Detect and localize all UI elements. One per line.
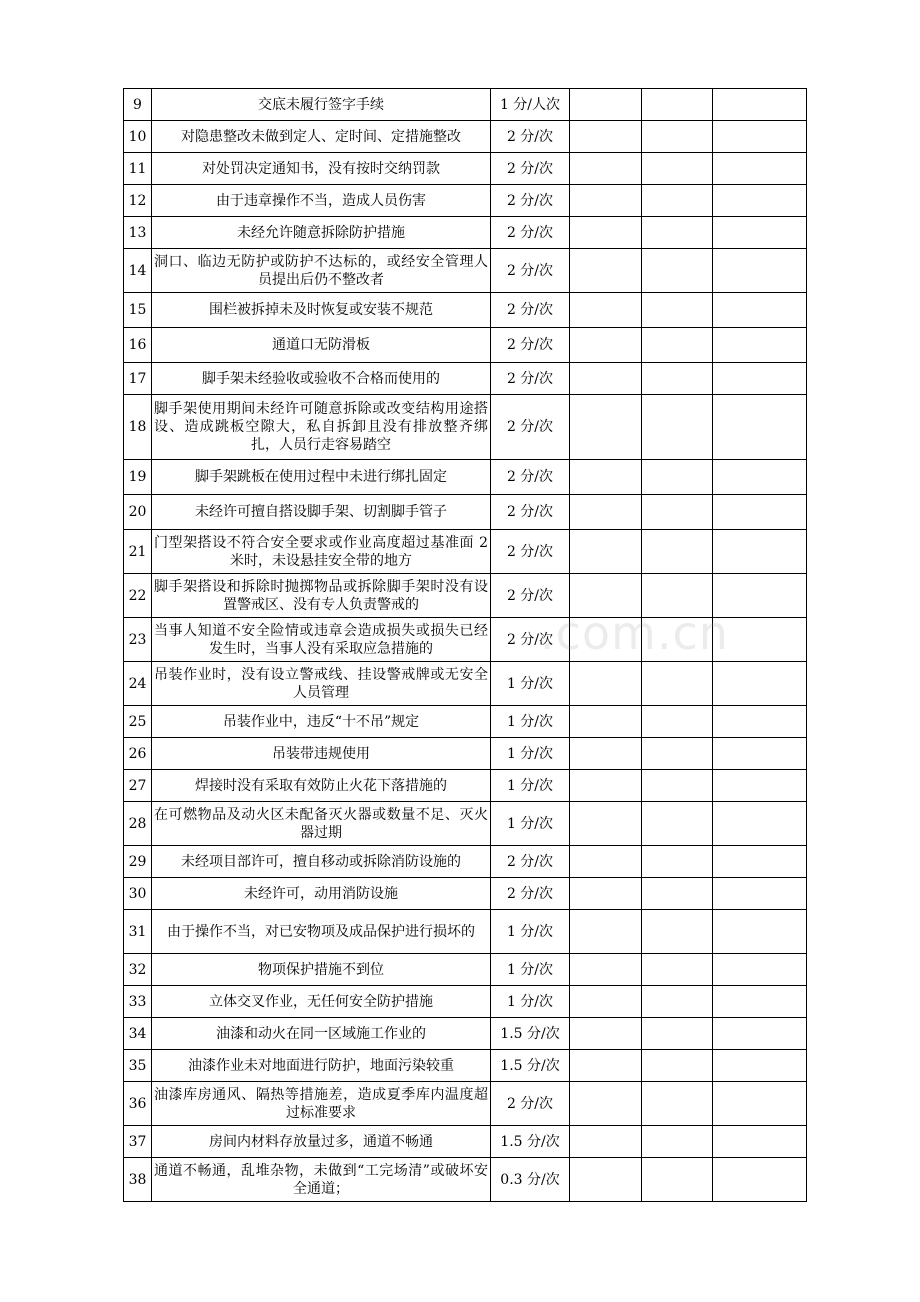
- empty-cell-1: [570, 185, 642, 217]
- row-number: 18: [124, 395, 152, 460]
- row-number: 34: [124, 1018, 152, 1050]
- row-number: 12: [124, 185, 152, 217]
- table-row: [124, 121, 807, 153]
- empty-cell-1: [570, 530, 642, 574]
- violation-description: 吊装作业中，违反“十不吊”规定: [152, 706, 491, 738]
- table-row: [124, 460, 807, 495]
- deduction-score: 2 分/次: [491, 495, 570, 530]
- empty-cell-1: [570, 770, 642, 802]
- empty-cell-3: [713, 1050, 807, 1082]
- empty-cell-2: [642, 121, 713, 153]
- deduction-score: 2 分/次: [491, 328, 570, 363]
- row-number: 37: [124, 1126, 152, 1158]
- deduction-score: 2 分/次: [491, 530, 570, 574]
- empty-cell-2: [642, 954, 713, 986]
- row-number: 21: [124, 530, 152, 574]
- empty-cell-3: [713, 846, 807, 878]
- empty-cell-1: [570, 495, 642, 530]
- empty-cell-2: [642, 846, 713, 878]
- violation-description: 焊接时没有采取有效防止火花下落措施的: [152, 770, 491, 802]
- empty-cell-3: [713, 954, 807, 986]
- violation-description: 门型架搭设不符合安全要求或作业高度超过基准面 2 米时，未设悬挂安全带的地方: [152, 530, 491, 574]
- deduction-score: 2 分/次: [491, 363, 570, 395]
- empty-cell-2: [642, 185, 713, 217]
- violation-description: 对隐患整改未做到定人、定时间、定措施整改: [152, 121, 491, 153]
- empty-cell-3: [713, 363, 807, 395]
- empty-cell-1: [570, 1126, 642, 1158]
- deduction-score: 2 分/次: [491, 185, 570, 217]
- empty-cell-1: [570, 1158, 642, 1202]
- deduction-score: 1 分/次: [491, 986, 570, 1018]
- row-number: 10: [124, 121, 152, 153]
- row-number: 11: [124, 153, 152, 185]
- violation-description: 未经许可擅自搭设脚手架、切割脚手管子: [152, 495, 491, 530]
- table-row: [124, 217, 807, 249]
- row-number: 20: [124, 495, 152, 530]
- deduction-score: 1.5 分/次: [491, 1126, 570, 1158]
- empty-cell-1: [570, 1050, 642, 1082]
- empty-cell-2: [642, 574, 713, 618]
- table-row: [124, 495, 807, 530]
- empty-cell-3: [713, 185, 807, 217]
- empty-cell-2: [642, 662, 713, 706]
- table-row: [124, 954, 807, 986]
- empty-cell-1: [570, 89, 642, 121]
- violation-description: 当事人知道不安全险情或违章会造成损失或损失已经发生时，当事人没有采取应急措施的: [152, 618, 491, 662]
- empty-cell-3: [713, 395, 807, 460]
- empty-cell-3: [713, 662, 807, 706]
- empty-cell-1: [570, 395, 642, 460]
- deduction-score: 2 分/次: [491, 293, 570, 328]
- violation-description: 脚手架搭设和拆除时抛掷物品或拆除脚手架时没有设置警戒区、没有专人负责警戒的: [152, 574, 491, 618]
- empty-cell-1: [570, 878, 642, 910]
- empty-cell-1: [570, 618, 642, 662]
- violation-description: 交底未履行签字手续: [152, 89, 491, 121]
- row-number: 16: [124, 328, 152, 363]
- empty-cell-3: [713, 495, 807, 530]
- empty-cell-2: [642, 910, 713, 954]
- table-row: [124, 706, 807, 738]
- empty-cell-3: [713, 878, 807, 910]
- empty-cell-2: [642, 770, 713, 802]
- empty-cell-2: [642, 495, 713, 530]
- empty-cell-2: [642, 1050, 713, 1082]
- empty-cell-2: [642, 986, 713, 1018]
- table-row: [124, 910, 807, 954]
- deduction-score: 1.5 分/次: [491, 1018, 570, 1050]
- deduction-score: 1 分/次: [491, 738, 570, 770]
- empty-cell-3: [713, 738, 807, 770]
- deduction-score: 0.3 分/次: [491, 1158, 570, 1202]
- violation-description: 物项保护措施不到位: [152, 954, 491, 986]
- deduction-score: 1 分/次: [491, 802, 570, 846]
- empty-cell-1: [570, 1082, 642, 1126]
- empty-cell-2: [642, 328, 713, 363]
- violation-description: 油漆和动火在同一区域施工作业的: [152, 1018, 491, 1050]
- row-number: 28: [124, 802, 152, 846]
- empty-cell-2: [642, 153, 713, 185]
- empty-cell-2: [642, 738, 713, 770]
- empty-cell-3: [713, 1082, 807, 1126]
- row-number: 36: [124, 1082, 152, 1126]
- table-row: [124, 395, 807, 460]
- violation-description: 脚手架使用期间未经许可随意拆除或改变结构用途搭设、造成跳板空隙大，私自拆卸且没有排放整齐绑扎，人员行走容易踏空: [152, 395, 491, 460]
- empty-cell-3: [713, 530, 807, 574]
- empty-cell-3: [713, 618, 807, 662]
- violation-description: 未经许可，动用消防设施: [152, 878, 491, 910]
- violation-description: 通道口无防滑板: [152, 328, 491, 363]
- empty-cell-1: [570, 662, 642, 706]
- empty-cell-1: [570, 574, 642, 618]
- violation-description: 洞口、临边无防护或防护不达标的，或经安全管理人员提出后仍不整改者: [152, 249, 491, 293]
- empty-cell-2: [642, 802, 713, 846]
- empty-cell-2: [642, 1158, 713, 1202]
- violation-description: 脚手架未经验收或验收不合格而使用的: [152, 363, 491, 395]
- violation-description: 对处罚决定通知书，没有按时交纳罚款: [152, 153, 491, 185]
- row-number: 25: [124, 706, 152, 738]
- violation-description: 吊装带违规使用: [152, 738, 491, 770]
- empty-cell-3: [713, 293, 807, 328]
- empty-cell-1: [570, 910, 642, 954]
- table-row: [124, 363, 807, 395]
- violation-description: 油漆作业未对地面进行防护，地面污染较重: [152, 1050, 491, 1082]
- empty-cell-2: [642, 249, 713, 293]
- violation-description: 房间内材料存放量过多，通道不畅通: [152, 1126, 491, 1158]
- row-number: 29: [124, 846, 152, 878]
- row-number: 27: [124, 770, 152, 802]
- table-row: [124, 878, 807, 910]
- table-row: [124, 738, 807, 770]
- row-number: 32: [124, 954, 152, 986]
- empty-cell-1: [570, 738, 642, 770]
- violation-description: 由于操作不当，对已安物项及成品保护进行损坏的: [152, 910, 491, 954]
- deduction-score: 2 分/次: [491, 618, 570, 662]
- row-number: 23: [124, 618, 152, 662]
- empty-cell-1: [570, 986, 642, 1018]
- deduction-score: 2 分/次: [491, 395, 570, 460]
- row-number: 26: [124, 738, 152, 770]
- row-number: 9: [124, 89, 152, 121]
- empty-cell-3: [713, 121, 807, 153]
- violation-description: 围栏被拆掉未及时恢复或安装不规范: [152, 293, 491, 328]
- table-row: [124, 1018, 807, 1050]
- empty-cell-1: [570, 217, 642, 249]
- violation-description: 吊装作业时，没有设立警戒线、挂设警戒牌或无安全人员管理: [152, 662, 491, 706]
- empty-cell-2: [642, 363, 713, 395]
- table-row: [124, 618, 807, 662]
- deduction-score: 1 分/次: [491, 662, 570, 706]
- empty-cell-3: [713, 706, 807, 738]
- deduction-score: 1 分/次: [491, 910, 570, 954]
- violation-description: 未经项目部许可，擅自移动或拆除消防设施的: [152, 846, 491, 878]
- penalty-table-body: [124, 89, 807, 1202]
- table-row: [124, 662, 807, 706]
- table-row: [124, 153, 807, 185]
- violation-description: 通道不畅通，乱堆杂物，未做到“工完场清”或破坏安全通道；: [152, 1158, 491, 1202]
- row-number: 13: [124, 217, 152, 249]
- empty-cell-2: [642, 878, 713, 910]
- empty-cell-1: [570, 293, 642, 328]
- empty-cell-3: [713, 460, 807, 495]
- empty-cell-2: [642, 1018, 713, 1050]
- row-number: 38: [124, 1158, 152, 1202]
- table-row: [124, 802, 807, 846]
- row-number: 33: [124, 986, 152, 1018]
- empty-cell-2: [642, 395, 713, 460]
- deduction-score: 2 分/次: [491, 153, 570, 185]
- empty-cell-3: [713, 328, 807, 363]
- deduction-score: 2 分/次: [491, 249, 570, 293]
- row-number: 30: [124, 878, 152, 910]
- empty-cell-3: [713, 802, 807, 846]
- violation-description: 由于违章操作不当，造成人员伤害: [152, 185, 491, 217]
- empty-cell-3: [713, 249, 807, 293]
- empty-cell-1: [570, 1018, 642, 1050]
- empty-cell-1: [570, 846, 642, 878]
- empty-cell-3: [713, 770, 807, 802]
- table-row: [124, 185, 807, 217]
- empty-cell-1: [570, 121, 642, 153]
- penalty-table: [123, 88, 807, 1202]
- table-row: [124, 530, 807, 574]
- empty-cell-3: [713, 153, 807, 185]
- empty-cell-3: [713, 910, 807, 954]
- table-row: [124, 1126, 807, 1158]
- empty-cell-2: [642, 1126, 713, 1158]
- table-row: [124, 574, 807, 618]
- empty-cell-1: [570, 954, 642, 986]
- empty-cell-2: [642, 618, 713, 662]
- empty-cell-2: [642, 217, 713, 249]
- empty-cell-1: [570, 802, 642, 846]
- table-row: [124, 328, 807, 363]
- deduction-score: 1.5 分/次: [491, 1050, 570, 1082]
- empty-cell-2: [642, 293, 713, 328]
- deduction-score: 1 分/次: [491, 706, 570, 738]
- row-number: 19: [124, 460, 152, 495]
- empty-cell-3: [713, 574, 807, 618]
- violation-description: 脚手架跳板在使用过程中未进行绑扎固定: [152, 460, 491, 495]
- row-number: 14: [124, 249, 152, 293]
- empty-cell-3: [713, 1126, 807, 1158]
- table-row: [124, 249, 807, 293]
- empty-cell-3: [713, 986, 807, 1018]
- deduction-score: 2 分/次: [491, 121, 570, 153]
- deduction-score: 2 分/次: [491, 1082, 570, 1126]
- empty-cell-1: [570, 363, 642, 395]
- row-number: 35: [124, 1050, 152, 1082]
- deduction-score: 1 分/次: [491, 954, 570, 986]
- empty-cell-3: [713, 217, 807, 249]
- table-row: [124, 770, 807, 802]
- table-row: [124, 846, 807, 878]
- deduction-score: 2 分/次: [491, 460, 570, 495]
- empty-cell-2: [642, 1082, 713, 1126]
- table-row: [124, 986, 807, 1018]
- deduction-score: 2 分/次: [491, 846, 570, 878]
- empty-cell-3: [713, 1018, 807, 1050]
- row-number: 24: [124, 662, 152, 706]
- empty-cell-1: [570, 328, 642, 363]
- deduction-score: 2 分/次: [491, 878, 570, 910]
- empty-cell-2: [642, 530, 713, 574]
- deduction-score: 1 分/人次: [491, 89, 570, 121]
- table-row: [124, 1050, 807, 1082]
- row-number: 15: [124, 293, 152, 328]
- watermark-text: .com.cn: [540, 606, 729, 660]
- empty-cell-1: [570, 249, 642, 293]
- deduction-score: 1 分/次: [491, 770, 570, 802]
- empty-cell-2: [642, 706, 713, 738]
- empty-cell-2: [642, 89, 713, 121]
- row-number: 17: [124, 363, 152, 395]
- empty-cell-3: [713, 89, 807, 121]
- empty-cell-2: [642, 460, 713, 495]
- empty-cell-1: [570, 706, 642, 738]
- table-row: [124, 1082, 807, 1126]
- table-row: [124, 89, 807, 121]
- table-row: [124, 1158, 807, 1202]
- empty-cell-3: [713, 1158, 807, 1202]
- violation-description: 在可燃物品及动火区未配备灭火器或数量不足、灭火器过期: [152, 802, 491, 846]
- row-number: 31: [124, 910, 152, 954]
- violation-description: 未经允许随意拆除防护措施: [152, 217, 491, 249]
- empty-cell-1: [570, 460, 642, 495]
- table-row: [124, 293, 807, 328]
- deduction-score: 2 分/次: [491, 574, 570, 618]
- deduction-score: 2 分/次: [491, 217, 570, 249]
- violation-description: 立体交叉作业，无任何安全防护措施: [152, 986, 491, 1018]
- violation-description: 油漆库房通风、隔热等措施差，造成夏季库内温度超过标准要求: [152, 1082, 491, 1126]
- row-number: 22: [124, 574, 152, 618]
- empty-cell-1: [570, 153, 642, 185]
